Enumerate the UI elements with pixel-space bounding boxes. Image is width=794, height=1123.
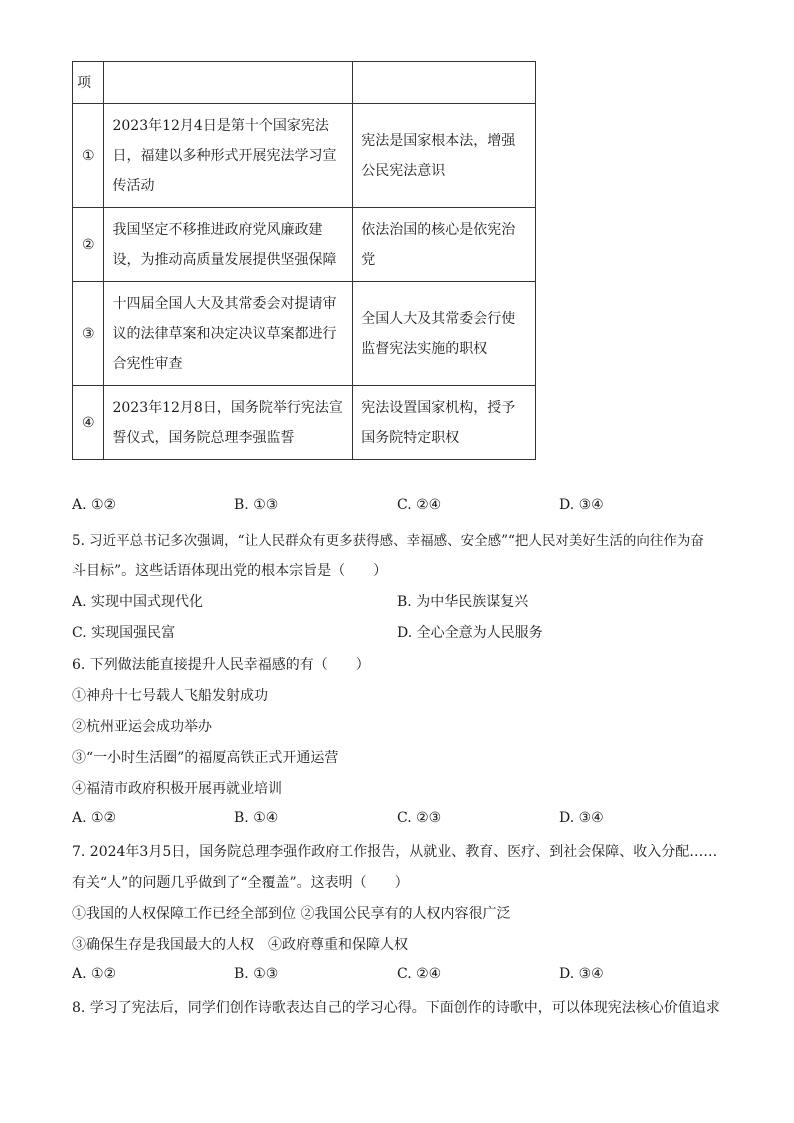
q7-option-b: B. ①③ (234, 966, 279, 982)
q5-stem-line1: 5. 习近平总书记多次强调，“让人民群众有更多获得感、幸福感、安全感”“把人民对美好生活的向往作为奋 (72, 533, 704, 549)
row-meaning: 全国人大及其常委会行使监督宪法实施的职权 (353, 282, 536, 386)
q4-option-b: B. ①③ (234, 497, 279, 513)
table-row (73, 208, 536, 282)
q6-option-d: D. ③④ (559, 810, 604, 826)
q5-option-d: D. 全心全意为人民服务 (397, 625, 543, 641)
q6-option-b: B. ①④ (234, 810, 279, 826)
q6-option-a: A. ①② (72, 810, 117, 826)
q4-option-a: A. ①② (72, 497, 117, 513)
q5-option-a: A. 实现中国式现代化 (72, 594, 204, 610)
row-number: ③ (73, 282, 104, 386)
table-row (73, 386, 536, 460)
q6-item-4: ④福清市政府积极开展再就业培训 (72, 781, 282, 797)
row-meaning: 宪法设置国家机构，授予国务院特定职权 (353, 386, 536, 460)
q4-option-c: C. ②④ (397, 497, 442, 513)
q7-option-d: D. ③④ (559, 966, 604, 982)
q6-option-c: C. ②③ (397, 810, 442, 826)
header-cell-event (104, 62, 353, 104)
row-event: 我国坚定不移推进政府党风廉政建设，为推动高质量发展提供坚强保障 (104, 208, 353, 282)
row-number: ① (73, 104, 104, 208)
row-meaning: 宪法是国家根本法，增强公民宪法意识 (353, 104, 536, 208)
row-number: ④ (73, 386, 104, 460)
q7-stem-line2: 有关“人”的问题几乎做到了“全覆盖”。这表明（ ） (72, 875, 409, 891)
q7-stem-line1: 7. 2024年3月5日，国务院总理李强作政府工作报告，从就业、教育、医疗、到社会保障、收入分配…… (72, 844, 718, 860)
q6-item-2: ②杭州亚运会成功举办 (72, 719, 212, 735)
q8-stem-line1: 8. 学习了宪法后，同学们创作诗歌表达自己的学习心得。下面创作的诗歌中，可以体现宪法核心价值追求 (72, 1000, 720, 1016)
row-number: ② (73, 208, 104, 282)
q6-stem: 6. 下列做法能直接提升人民幸福感的有（ ） (72, 657, 370, 673)
row-event: 十四届全国人大及其常委会对提请审议的法律草案和决定决议草案都进行合宪性审查 (104, 282, 353, 386)
q7-option-a: A. ①② (72, 966, 117, 982)
header-cell-item: 项 (73, 62, 104, 104)
table-row (73, 104, 536, 208)
row-event: 2023年12月4日是第十个国家宪法日，福建以多种形式开展宪法学习宣传活动 (104, 104, 353, 208)
header-cell-meaning (353, 62, 536, 104)
q7-items-line1: ①我国的人权保障工作已经全部到位 ②我国公民享有的人权内容很广泛 (72, 906, 511, 922)
q5-option-b: B. 为中华民族谋复兴 (397, 594, 529, 610)
question-table (72, 61, 536, 460)
q6-item-1: ①神舟十七号载人飞船发射成功 (72, 688, 268, 704)
q6-item-3: ③“一小时生活圈”的福厦高铁正式开通运营 (72, 750, 339, 766)
row-event: 2023年12月8日，国务院举行宪法宣誓仪式，国务院总理李强监誓 (104, 386, 353, 460)
row-meaning: 依法治国的核心是依宪治党 (353, 208, 536, 282)
q4-option-d: D. ③④ (559, 497, 604, 513)
q7-items-line2: ③确保生存是我国最大的人权 ④政府尊重和保障人权 (72, 937, 408, 953)
q5-option-c: C. 实现国强民富 (72, 625, 176, 641)
q7-option-c: C. ②④ (397, 966, 442, 982)
q5-stem-line2: 斗目标”。这些话语体现出党的根本宗旨是（ ） (72, 563, 388, 579)
table-header-row (73, 62, 536, 104)
table-row (73, 282, 536, 386)
